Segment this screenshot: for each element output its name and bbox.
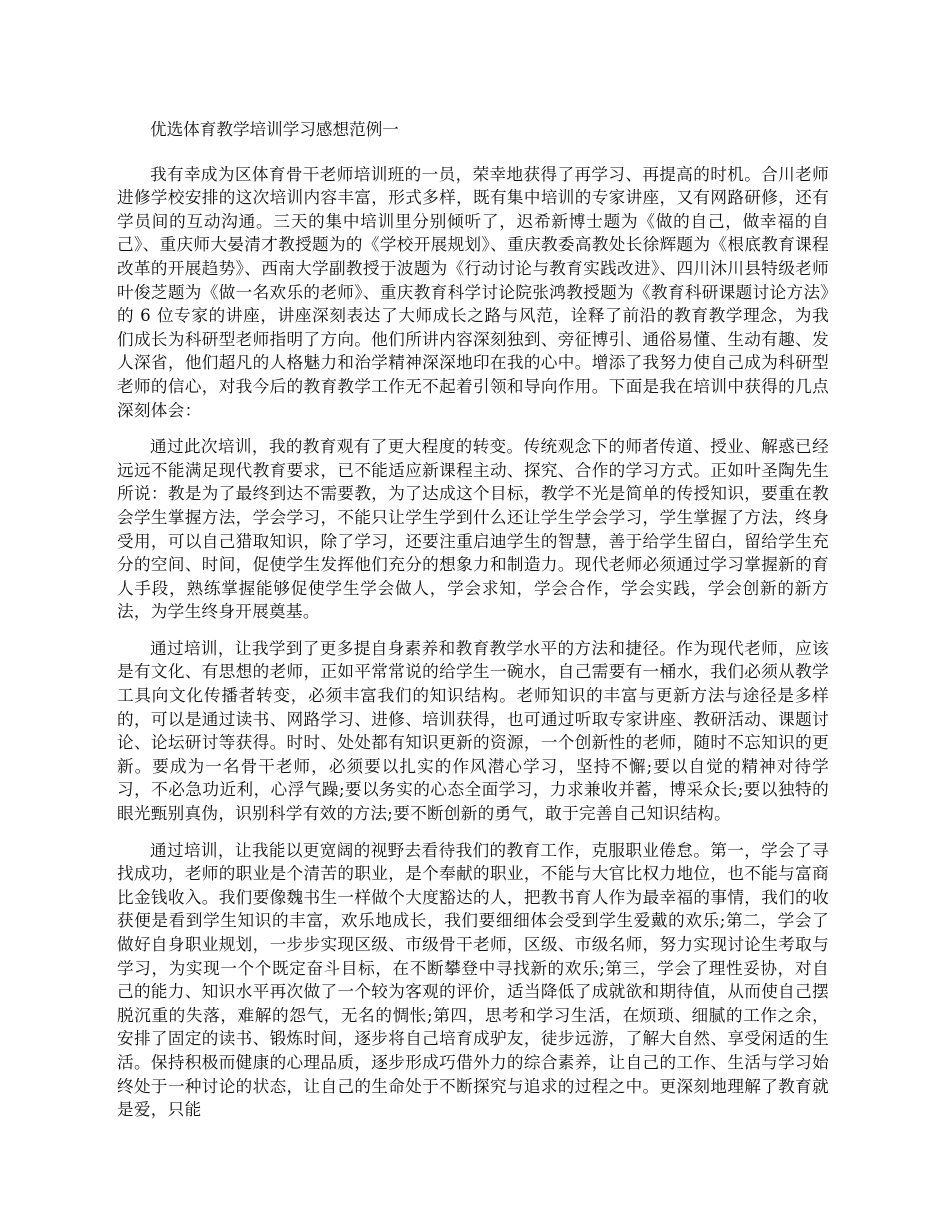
paragraph-2: 通过此次培训，我的教育观有了更大程度的转变。传统观念下的师者传道、授业、解惑已经远远不能满足现代教育要求，已不能适应新课程主动、探究、合作的学习方式。正如叶圣陶先生所说：教是为了最终到达不需要教，为了达成这个目标，教学不光是简单的传授知识，要重在教会学生掌握方法，学会学习，不能只让学生学到什么还让学生学会学习，学生掌握了方法，终身受用，可以自己猎取知识，除了学习，还要注重启迪学生的智慧，善于给学生留白，留给学生充分的空间、时间，促使学生发挥他们充分的想象力和制造力。现代老师必须通过学习掌握新的育人手段，熟练掌握能够促使学生学会做人，学会求知，学会合作，学会实践，学会创新的新方法，为学生终身开展奠基。: [117, 437, 829, 622]
document-page: [117, 118, 829, 1135]
paragraph-4: 通过培训，让我能以更宽阔的视野去看待我们的教育工作，克服职业倦怠。第一，学会了寻找成功，老师的职业是个清苦的职业，是个奉献的职业，不能与大官比权力地位，也不能与富商比金钱收入。我们要像魏书生一样做个大度豁达的人，把教书育人作为最幸福的事情，我们的收获便是看到学生知识的丰富，欢乐地成长，我们要细细体会受到学生爱戴的欢乐;第二，学会了做好自身职业规划，一步步实现区级、市级骨干老师，区级、市级名师，努力实现讨论生考取与学习，为实现一个个既定奋斗目标，在不断攀登中寻找新的欢乐;第三，学会了理性妥协，对自己的能力、知识水平再次做了一个较为客观的评价，适当降低了成就欲和期待值，从而使自己摆脱沉重的失落，难解的怨气，无名的惆怅;第四，思考和学习生活，在烦琐、细腻的工作之余，安排了固定的读书、锻炼时间，逐步将自己培育成驴友，徒步远游，了解大自然、享受闲适的生活。保持积极而健康的心理品质，逐步形成巧借外力的综合素养，让自己的工作、生活与学习始终处于一种讨论的状态，让自己的生命处于不断探究与追求的过程之中。更深刻地理解了教育就是爱，只能: [117, 840, 829, 1120]
paragraph-3: 通过培训，让我学到了更多提自身素养和教育教学水平的方法和捷径。作为现代老师，应该是有文化、有思想的老师，正如平常常说的给学生一碗水，自己需要有一桶水，我们必须从教学工具向文化传播者转变，必须丰富我们的知识结构。老师知识的丰富与更新方法与途径是多样的，可以是通过读书、网路学习、进修、培训获得，也可通过听取专家讲座、教研活动、课题讨论、论坛研讨等获得。时时、处处都有知识更新的资源，一个创新性的老师，随时不忘知识的更新。要成为一名骨干老师，必须要以扎实的作风潜心学习，坚持不懈;要以自觉的精神对待学习，不必急功近利，心浮气躁;要以务实的心态全面学习，力求兼收并蓄，博采众长;要以独特的眼光甄别真伪，识别科学有效的方法;要不断创新的勇气，敢于完善自己知识结构。: [117, 638, 829, 824]
document-title: 优选体育教学培训学习感想范例一: [150, 120, 399, 139]
paragraph-1: 我有幸成为区体育骨干老师培训班的一员，荣幸地获得了再学习、再提高的时机。合川老师进修学校安排的这次培训内容丰富，形式多样，既有集中培训的专家讲座，又有网路研修，还有学员间的互动沟通。三天的集中培训里分别倾听了，迟希新博士题为《做的自己，做幸福的自己》、重庆师大晏清才教授题为的《学校开展规划》、重庆教委高教处长徐辉题为《根底教育课程改革的开展趋势》、西南大学副教授于波题为《行动讨论与教育实践改进》、四川沐川县特级老师叶俊芝题为《做一名欢乐的老师》、重庆教育科学讨论院张鸿教授题为《教育科研课题讨论方法》的 6 位专家的讲座，讲座深刻表达了大师成长之路与风范，诠释了前沿的教育教学理念，为我们成长为科研型老师指明了方向。他们所讲内容深刻独到、旁征博引、通俗易懂、生动有趣、发人深省，他们超凡的人格魅力和治学精神深深地印在我的心中。增添了我努力使自己成为科研型老师的信心，对我今后的教育教学工作无不起着引领和导向作用。下面是我在培训中获得的几点深刻体会：: [117, 164, 829, 420]
